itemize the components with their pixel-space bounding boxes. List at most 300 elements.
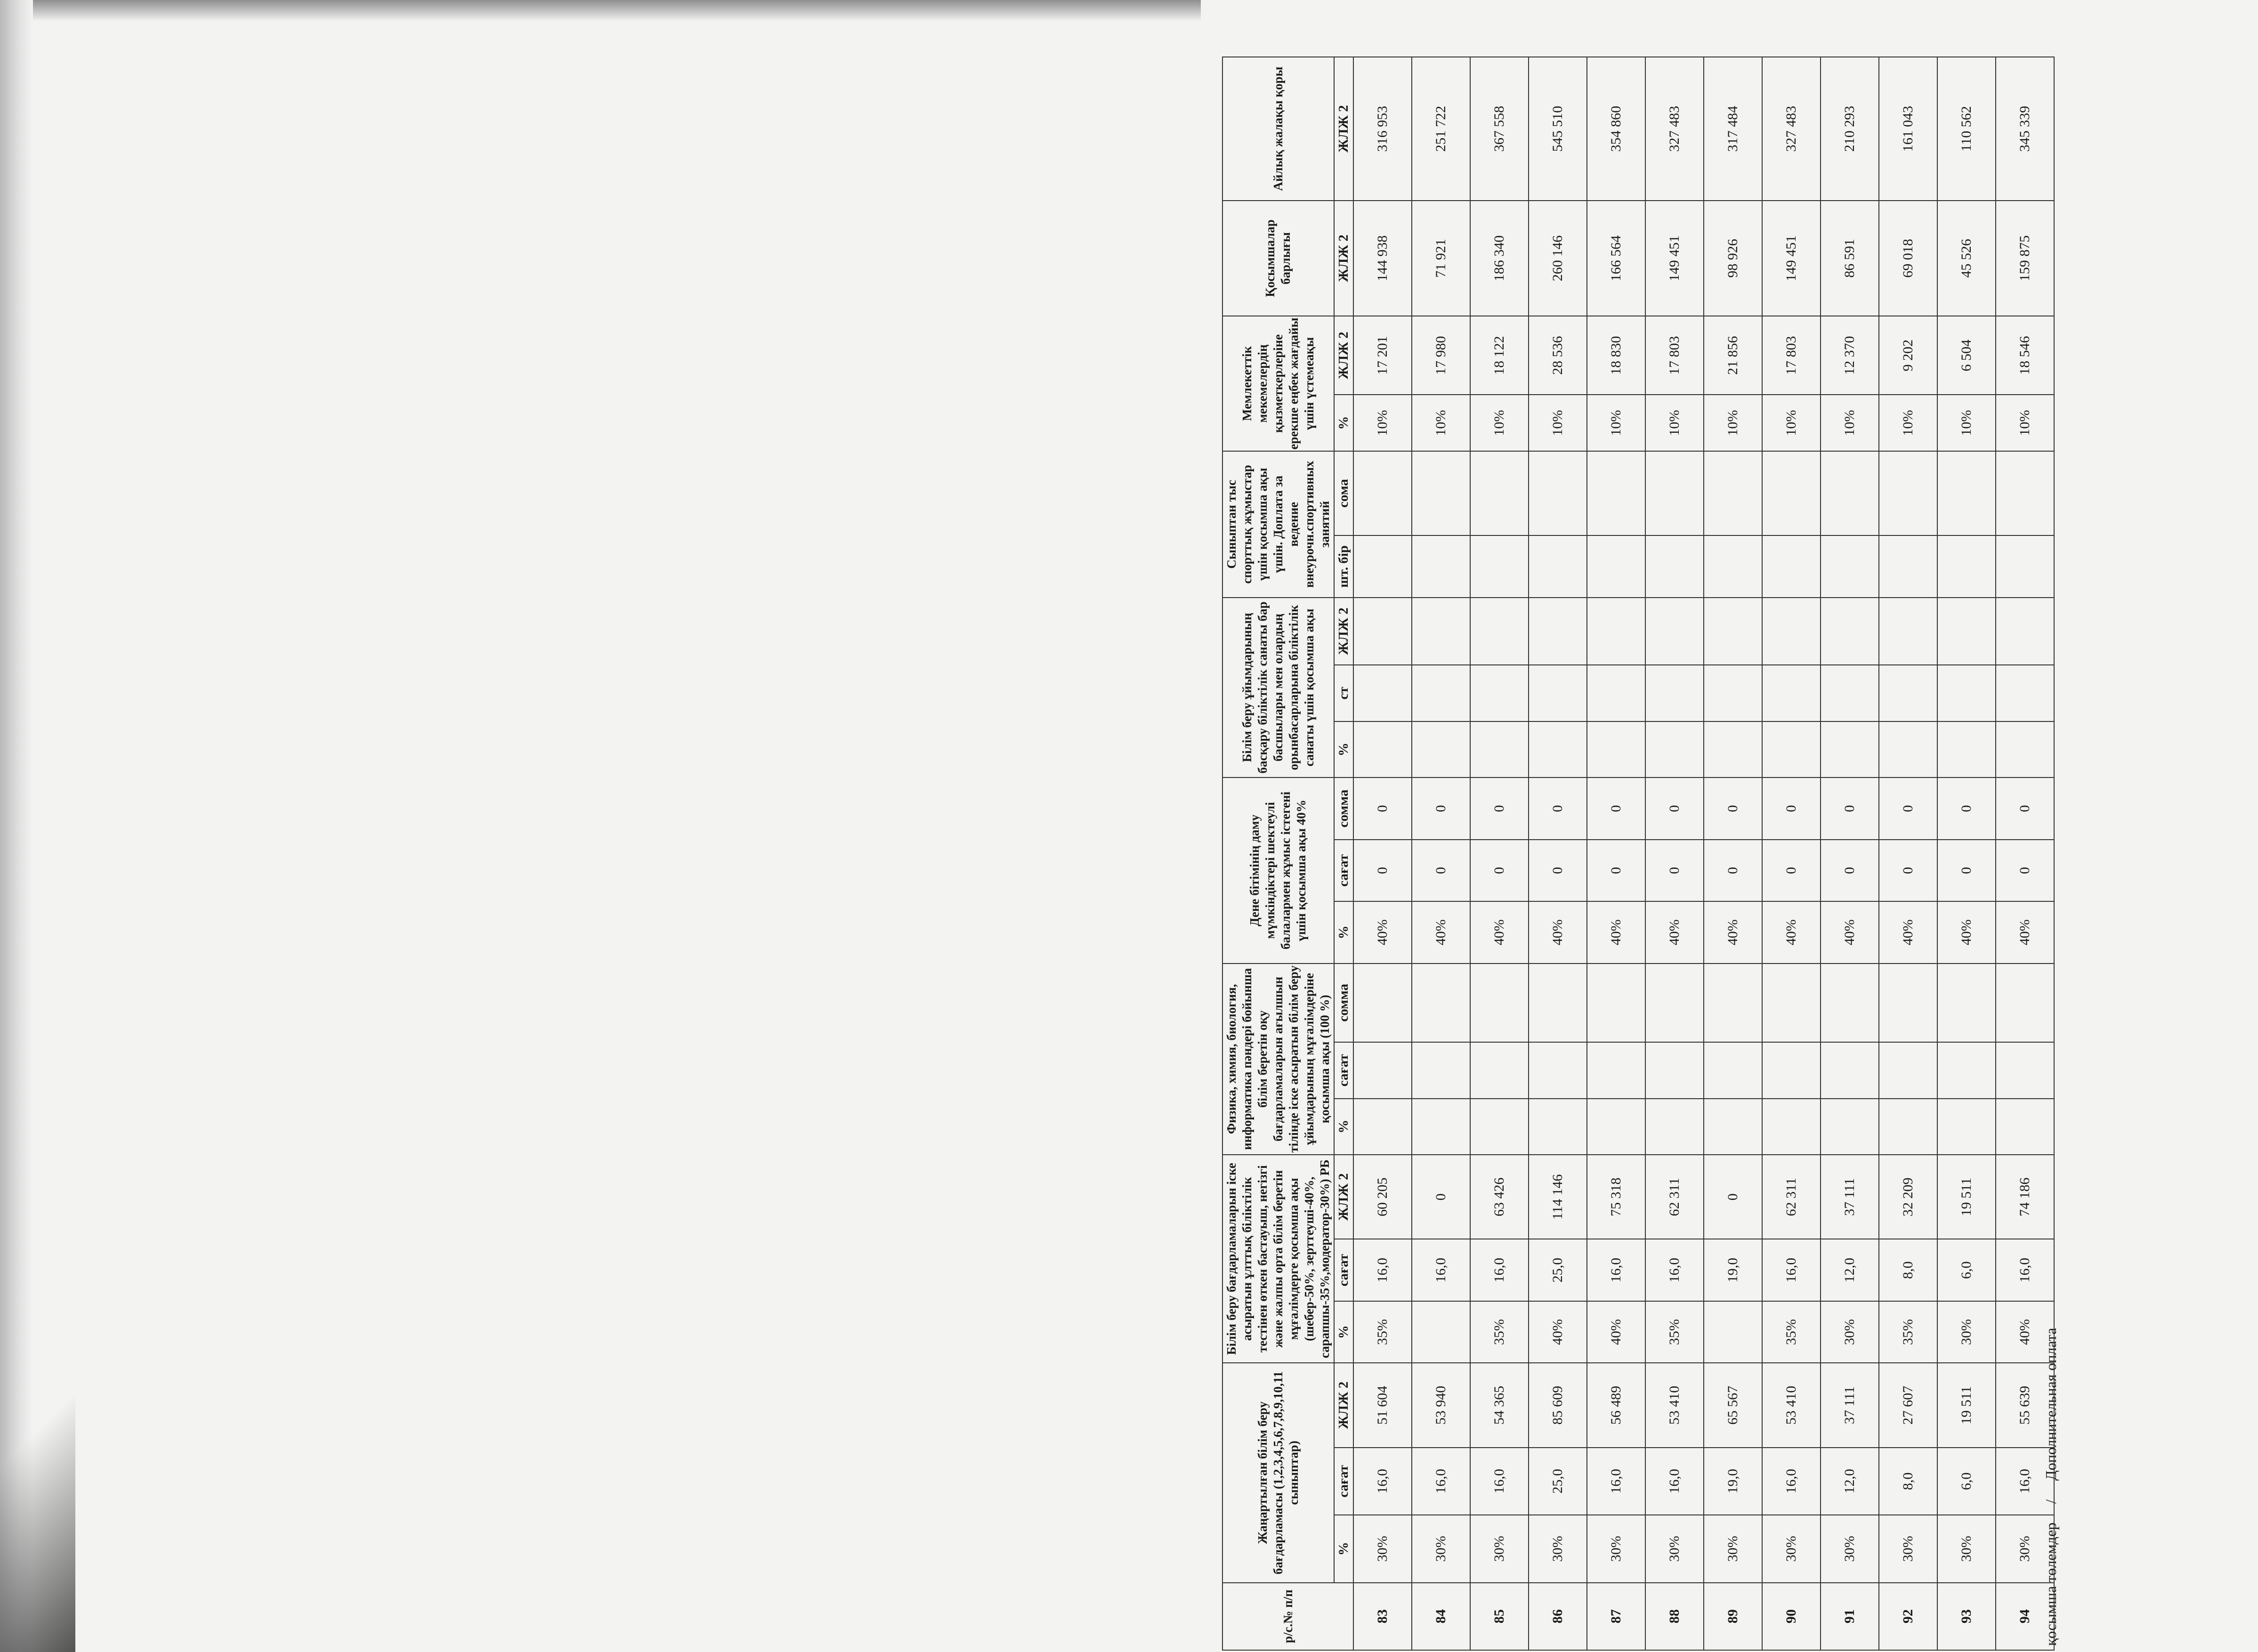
cell-fund: 317 484: [1704, 57, 1762, 201]
payroll-table: [1222, 57, 2055, 1651]
cell-a-j: 53 940: [1412, 1363, 1470, 1447]
cell-empty: [1645, 665, 1704, 721]
cell-a-j: 55 639: [1996, 1363, 2054, 1447]
table-row: [1645, 57, 1704, 1650]
cell-d-pct: 40%: [1645, 901, 1704, 963]
cell-empty: [1762, 451, 1821, 535]
cell-empty: [1996, 598, 2054, 665]
cell-a-h: 16,0: [1762, 1448, 1821, 1515]
cell-a-j: 19 511: [1937, 1363, 1996, 1447]
cell-b-pct: 40%: [1529, 1301, 1587, 1363]
cell-empty: [1470, 964, 1529, 1042]
cell-empty: [1704, 1042, 1762, 1099]
cell-a-h: 19,0: [1704, 1448, 1762, 1515]
cell-empty: [1821, 1099, 1879, 1155]
sub-amount: ЖЛЖ 2: [1334, 57, 1353, 201]
cell-b-h: 16,0: [1353, 1239, 1412, 1301]
sub-pct: %: [1334, 1099, 1353, 1155]
cell-b-j: 62 311: [1645, 1155, 1704, 1239]
cell-empty: [1587, 451, 1645, 535]
cell-fund: 316 953: [1353, 57, 1412, 201]
cell-empty: [1996, 1042, 2054, 1099]
cell-g-j: 21 856: [1704, 316, 1762, 395]
cell-b-pct: 30%: [1937, 1301, 1996, 1363]
cell-b-pct: 35%: [1353, 1301, 1412, 1363]
cell-b-j: 114 146: [1529, 1155, 1587, 1239]
cell-a-j: 27 607: [1879, 1363, 1937, 1447]
cell-n: 83: [1353, 1583, 1412, 1650]
cell-empty: [1470, 1042, 1529, 1099]
cell-empty: [1704, 721, 1762, 778]
cell-empty: [1529, 1099, 1587, 1155]
cell-a-pct: 30%: [1996, 1515, 2054, 1582]
cell-d-pct: 40%: [1412, 901, 1470, 963]
header-row-groups: [1222, 57, 1334, 1650]
sub-pcs: шт. бір: [1334, 535, 1353, 597]
col-group-sport-extra: Сыныптан тыс спорттық жұмыстар үшін қосымша ақы үшін. Доплата за ведение внеурочн.спортивных занятий: [1222, 451, 1334, 598]
cell-b-h: 16,0: [1762, 1239, 1821, 1301]
cell-d-h: 0: [1996, 840, 2054, 901]
cell-b-j: 74 186: [1996, 1155, 2054, 1239]
col-total-additions: Қосымшалар барлығы: [1222, 201, 1334, 316]
cell-empty: [1762, 1099, 1821, 1155]
cell-empty: [1470, 721, 1529, 778]
cell-d-s: 0: [1879, 777, 1937, 839]
cell-empty: [1879, 1099, 1937, 1155]
cell-total: 149 451: [1645, 201, 1704, 316]
header-row-sub: [1334, 57, 1353, 1650]
cell-total: 149 451: [1762, 201, 1821, 316]
cell-a-pct: 30%: [1762, 1515, 1821, 1582]
cell-b-h: 25,0: [1529, 1239, 1587, 1301]
cell-a-pct: 30%: [1470, 1515, 1529, 1582]
cell-fund: 210 293: [1821, 57, 1879, 201]
cell-fund: 345 339: [1996, 57, 2054, 201]
cell-total: 69 018: [1879, 201, 1937, 316]
cell-g-pct: 10%: [1879, 395, 1937, 451]
cell-b-pct: 35%: [1470, 1301, 1529, 1363]
cell-b-j: 37 111: [1821, 1155, 1879, 1239]
col-group-management-category: Білім беру ұйымдарының басқару біліктілік санаты бар басшылары мен олардың орынбасарларына біліктілік санаты үшін қосымша ақы: [1222, 598, 1334, 778]
cell-empty: [1996, 964, 2054, 1042]
cell-empty: [1353, 721, 1412, 778]
cell-empty: [1879, 598, 1937, 665]
sub-amount: ЖЛЖ 2: [1334, 201, 1353, 316]
cell-empty: [1470, 665, 1529, 721]
header-separator: /: [2042, 1499, 2059, 1504]
cell-empty: [1353, 1099, 1412, 1155]
cell-b-pct: 30%: [1821, 1301, 1879, 1363]
cell-empty: [1529, 1042, 1587, 1099]
cell-d-s: 0: [1529, 777, 1587, 839]
cell-b-h: 16,0: [1645, 1239, 1704, 1301]
cell-empty: [1470, 535, 1529, 597]
cell-b-h: 6,0: [1937, 1239, 1996, 1301]
cell-a-h: 16,0: [1645, 1448, 1704, 1515]
cell-d-h: 0: [1821, 840, 1879, 901]
cell-a-pct: 30%: [1353, 1515, 1412, 1582]
cell-g-j: 28 536: [1529, 316, 1587, 395]
payroll-table-wrap: [1222, 57, 2249, 1651]
cell-empty: [1762, 721, 1821, 778]
table-row: [1762, 57, 1821, 1650]
cell-n: 86: [1529, 1583, 1587, 1650]
cell-empty: [1937, 721, 1996, 778]
cell-fund: 327 483: [1762, 57, 1821, 201]
cell-a-h: 16,0: [1470, 1448, 1529, 1515]
cell-empty: [1879, 535, 1937, 597]
cell-d-s: 0: [1587, 777, 1645, 839]
cell-a-j: 53 410: [1645, 1363, 1704, 1447]
cell-a-pct: 30%: [1587, 1515, 1645, 1582]
cell-fund: 161 043: [1879, 57, 1937, 201]
cell-empty: [1821, 598, 1879, 665]
cell-a-pct: 30%: [1645, 1515, 1704, 1582]
cell-empty: [1937, 535, 1996, 597]
cell-a-h: 16,0: [1412, 1448, 1470, 1515]
cell-g-pct: 10%: [1412, 395, 1470, 451]
header-title-kz: қосымша төлемдер: [2042, 1522, 2059, 1646]
cell-empty: [1412, 665, 1470, 721]
cell-a-pct: 30%: [1821, 1515, 1879, 1582]
table-row: [1587, 57, 1645, 1650]
cell-empty: [1645, 451, 1704, 535]
cell-d-s: 0: [1412, 777, 1470, 839]
cell-empty: [1529, 598, 1587, 665]
cell-d-h: 0: [1704, 840, 1762, 901]
cell-empty: [1587, 665, 1645, 721]
cell-d-pct: 40%: [1704, 901, 1762, 963]
cell-empty: [1996, 1099, 2054, 1155]
cell-d-pct: 40%: [1353, 901, 1412, 963]
sub-amount: ЖЛЖ 2: [1334, 316, 1353, 395]
cell-n: 89: [1704, 1583, 1762, 1650]
cell-total: 98 926: [1704, 201, 1762, 316]
table-row: [1937, 57, 1996, 1650]
cell-b-pct: [1704, 1301, 1762, 1363]
cell-a-pct: 30%: [1879, 1515, 1937, 1582]
table-row: [1412, 57, 1470, 1650]
cell-b-pct: [1412, 1301, 1470, 1363]
cell-d-h: 0: [1879, 840, 1937, 901]
cell-empty: [1996, 535, 2054, 597]
cell-empty: [1821, 665, 1879, 721]
cell-empty: [1937, 964, 1996, 1042]
cell-empty: [1353, 451, 1412, 535]
table-row: [1470, 57, 1529, 1650]
cell-g-pct: 10%: [1587, 395, 1645, 451]
cell-total: 159 875: [1996, 201, 2054, 316]
cell-d-pct: 40%: [1821, 901, 1879, 963]
cell-empty: [1704, 451, 1762, 535]
cell-fund: 110 562: [1937, 57, 1996, 201]
cell-empty: [1762, 964, 1821, 1042]
cell-empty: [1412, 721, 1470, 778]
cell-d-s: 0: [1821, 777, 1879, 839]
cell-total: 45 526: [1937, 201, 1996, 316]
cell-empty: [1821, 721, 1879, 778]
cell-empty: [1821, 535, 1879, 597]
table-row: [1704, 57, 1762, 1650]
cell-empty: [1529, 535, 1587, 597]
sub-sum: сомма: [1334, 964, 1353, 1042]
cell-b-j: 0: [1704, 1155, 1762, 1239]
cell-d-pct: 40%: [1470, 901, 1529, 963]
cell-d-pct: 40%: [1762, 901, 1821, 963]
cell-d-h: 0: [1937, 840, 1996, 901]
cell-g-pct: 10%: [1470, 395, 1529, 451]
col-group-national-test: Білім беру бағдарламаларын іске асыратын ұлттық біліктілік тестінен өткен бастауыш, негізгі және жалпы орта білім беретін мұғалімдерге қосымша ақы (шебер-50%, зерттеуші-40%, сарапшы-35%,модератор-30%) РБ: [1222, 1155, 1334, 1363]
cell-empty: [1704, 535, 1762, 597]
cell-empty: [1587, 535, 1645, 597]
cell-empty: [1821, 1042, 1879, 1099]
cell-b-j: 75 318: [1587, 1155, 1645, 1239]
cell-g-j: 9 202: [1879, 316, 1937, 395]
cell-empty: [1412, 598, 1470, 665]
cell-a-h: 16,0: [1996, 1448, 2054, 1515]
cell-empty: [1937, 451, 1996, 535]
cell-empty: [1529, 721, 1587, 778]
cell-a-h: 8,0: [1879, 1448, 1937, 1515]
cell-g-j: 6 504: [1937, 316, 1996, 395]
cell-a-j: 54 365: [1470, 1363, 1529, 1447]
cell-empty: [1587, 964, 1645, 1042]
cell-empty: [1704, 964, 1762, 1042]
sub-pct: %: [1334, 395, 1353, 451]
cell-d-h: 0: [1470, 840, 1529, 901]
cell-d-pct: 40%: [1529, 901, 1587, 963]
cell-total: 166 564: [1587, 201, 1645, 316]
cell-d-pct: 40%: [1879, 901, 1937, 963]
cell-empty: [1353, 1042, 1412, 1099]
cell-n: 84: [1412, 1583, 1470, 1650]
cell-g-pct: 10%: [1704, 395, 1762, 451]
cell-a-h: 6,0: [1937, 1448, 1996, 1515]
cell-n: 87: [1587, 1583, 1645, 1650]
scan-corner-fold: [0, 1356, 75, 1652]
cell-b-j: 63 426: [1470, 1155, 1529, 1239]
sub-amount: ЖЛЖ 2: [1334, 1363, 1353, 1447]
col-group-updated-program: Жаңартылған білім беру бағдарламасы (1,2,3,4,5,6,7,8,9,10,11 сыныптар): [1222, 1363, 1334, 1582]
cell-d-s: 0: [1996, 777, 2054, 839]
cell-empty: [1879, 1042, 1937, 1099]
sub-st: ст: [1334, 665, 1353, 721]
cell-empty: [1353, 665, 1412, 721]
cell-d-s: 0: [1762, 777, 1821, 839]
table-row: [1879, 57, 1937, 1650]
cell-empty: [1645, 535, 1704, 597]
cell-empty: [1879, 721, 1937, 778]
cell-d-h: 0: [1529, 840, 1587, 901]
rotated-document-page: [1151, 57, 2258, 1651]
cell-d-h: 0: [1412, 840, 1470, 901]
cell-b-j: 19 511: [1937, 1155, 1996, 1239]
cell-g-pct: 10%: [1645, 395, 1704, 451]
cell-d-pct: 40%: [1937, 901, 1996, 963]
cell-empty: [1470, 1099, 1529, 1155]
cell-empty: [1587, 1042, 1645, 1099]
cell-fund: 367 558: [1470, 57, 1529, 201]
cell-empty: [1353, 964, 1412, 1042]
cell-n: 94: [1996, 1583, 2054, 1650]
cell-empty: [1821, 451, 1879, 535]
cell-fund: 251 722: [1412, 57, 1470, 201]
cell-g-pct: 10%: [1529, 395, 1587, 451]
cell-d-h: 0: [1587, 840, 1645, 901]
cell-empty: [1937, 1042, 1996, 1099]
cell-empty: [1645, 721, 1704, 778]
table-row: [1996, 57, 2054, 1650]
cell-d-s: 0: [1645, 777, 1704, 839]
cell-b-j: 0: [1412, 1155, 1470, 1239]
cell-total: 186 340: [1470, 201, 1529, 316]
cell-n: 90: [1762, 1583, 1821, 1650]
sub-sum: сомма: [1334, 777, 1353, 839]
cell-empty: [1529, 451, 1587, 535]
cell-d-h: 0: [1762, 840, 1821, 901]
sub-pct: %: [1334, 1515, 1353, 1582]
cell-empty: [1587, 598, 1645, 665]
sub-amount: ЖЛЖ 2: [1334, 1155, 1353, 1239]
cell-total: 260 146: [1529, 201, 1587, 316]
col-monthly-fund: Айлық жалақы қоры: [1222, 57, 1334, 201]
cell-b-pct: 35%: [1879, 1301, 1937, 1363]
cell-empty: [1587, 721, 1645, 778]
cell-a-h: 12,0: [1821, 1448, 1879, 1515]
table-row: [1821, 57, 1879, 1650]
sub-pct: %: [1334, 721, 1353, 778]
cell-g-pct: 10%: [1762, 395, 1821, 451]
cell-g-j: 17 201: [1353, 316, 1412, 395]
cell-empty: [1762, 535, 1821, 597]
cell-b-h: 16,0: [1587, 1239, 1645, 1301]
cell-empty: [1762, 665, 1821, 721]
col-group-disabled-children: Дене бітімінің даму мүмкіндіктері шектеулі балалармен жұмыс істегені үшін қосымша ақы 40%: [1222, 777, 1334, 963]
cell-empty: [1937, 598, 1996, 665]
cell-empty: [1762, 598, 1821, 665]
cell-d-pct: 40%: [1996, 901, 2054, 963]
cell-a-h: 16,0: [1587, 1448, 1645, 1515]
sub-hours: сағат: [1334, 1448, 1353, 1515]
cell-b-h: 16,0: [1470, 1239, 1529, 1301]
sub-hours: сағат: [1334, 840, 1353, 901]
cell-empty: [1879, 964, 1937, 1042]
cell-empty: [1762, 1042, 1821, 1099]
cell-fund: 354 860: [1587, 57, 1645, 201]
table-row: [1529, 57, 1587, 1650]
cell-empty: [1412, 535, 1470, 597]
cell-a-j: 53 410: [1762, 1363, 1821, 1447]
cell-empty: [1996, 665, 2054, 721]
sub-soma: сома: [1334, 451, 1353, 535]
cell-empty: [1412, 1099, 1470, 1155]
cell-empty: [1704, 598, 1762, 665]
cell-n: 88: [1645, 1583, 1704, 1650]
sub-pct: %: [1334, 901, 1353, 963]
cell-total: 86 591: [1821, 201, 1879, 316]
table-row: [1353, 57, 1412, 1650]
cell-b-h: 8,0: [1879, 1239, 1937, 1301]
cell-b-h: 19,0: [1704, 1239, 1762, 1301]
cell-n: 92: [1879, 1583, 1937, 1650]
cell-n: 85: [1470, 1583, 1529, 1650]
cell-b-pct: 35%: [1645, 1301, 1704, 1363]
cell-empty: [1353, 535, 1412, 597]
cell-n: 93: [1937, 1583, 1996, 1650]
cell-b-j: 62 311: [1762, 1155, 1821, 1239]
cell-a-h: 16,0: [1353, 1448, 1412, 1515]
cell-a-j: 65 567: [1704, 1363, 1762, 1447]
cell-g-j: 18 122: [1470, 316, 1529, 395]
cell-d-h: 0: [1645, 840, 1704, 901]
cell-g-pct: 10%: [1996, 395, 2054, 451]
cell-a-j: 51 604: [1353, 1363, 1412, 1447]
cell-b-j: 60 205: [1353, 1155, 1412, 1239]
cell-empty: [1412, 1042, 1470, 1099]
cell-a-j: 37 111: [1821, 1363, 1879, 1447]
payroll-table-body: [1353, 57, 2054, 1650]
cell-a-h: 25,0: [1529, 1448, 1587, 1515]
cell-fund: 545 510: [1529, 57, 1587, 201]
cell-a-pct: 30%: [1937, 1515, 1996, 1582]
cell-empty: [1704, 1099, 1762, 1155]
cell-empty: [1470, 598, 1529, 665]
cell-d-s: 0: [1470, 777, 1529, 839]
cell-a-pct: 30%: [1704, 1515, 1762, 1582]
col-group-english-subjects: Физика, химия, биология, информатика пәндері бойынша білім беретін оқу бағдарламаларын ағылшын тілінде іске асыратын білім беру ұйымдарының мұғалімдеріне қосымша ақы (100 %): [1222, 964, 1334, 1155]
cell-empty: [1704, 665, 1762, 721]
cell-empty: [1879, 451, 1937, 535]
cell-empty: [1645, 1099, 1704, 1155]
cell-empty: [1587, 1099, 1645, 1155]
cell-empty: [1645, 598, 1704, 665]
scan-top-shadow: [28, 0, 1201, 21]
sub-hours: сағат: [1334, 1042, 1353, 1099]
cell-a-j: 85 609: [1529, 1363, 1587, 1447]
cell-g-j: 18 830: [1587, 316, 1645, 395]
cell-empty: [1937, 1099, 1996, 1155]
cell-b-pct: 40%: [1996, 1301, 2054, 1363]
cell-empty: [1353, 598, 1412, 665]
cell-d-pct: 40%: [1587, 901, 1645, 963]
cell-total: 71 921: [1412, 201, 1470, 316]
cell-d-h: 0: [1353, 840, 1412, 901]
cell-b-pct: 35%: [1762, 1301, 1821, 1363]
cell-n: 91: [1821, 1583, 1879, 1650]
cell-empty: [1821, 964, 1879, 1042]
cell-g-j: 17 980: [1412, 316, 1470, 395]
cell-b-j: 32 209: [1879, 1155, 1937, 1239]
cell-fund: 327 483: [1645, 57, 1704, 201]
cell-b-h: 16,0: [1996, 1239, 2054, 1301]
sub-hours: сағат: [1334, 1239, 1353, 1301]
cell-d-s: 0: [1353, 777, 1412, 839]
cell-g-pct: 10%: [1353, 395, 1412, 451]
sub-amount: ЖЛЖ 2: [1334, 598, 1353, 665]
cell-empty: [1470, 451, 1529, 535]
cell-b-h: 12,0: [1821, 1239, 1879, 1301]
cell-b-h: 16,0: [1412, 1239, 1470, 1301]
cell-empty: [1996, 721, 2054, 778]
cell-total: 144 938: [1353, 201, 1412, 316]
cell-g-j: 17 803: [1645, 316, 1704, 395]
cell-d-s: 0: [1937, 777, 1996, 839]
cell-empty: [1937, 665, 1996, 721]
cell-empty: [1529, 665, 1587, 721]
cell-g-pct: 10%: [1821, 395, 1879, 451]
cell-empty: [1412, 964, 1470, 1042]
header-title-ru: Дополнительная оплата: [2042, 1328, 2059, 1481]
